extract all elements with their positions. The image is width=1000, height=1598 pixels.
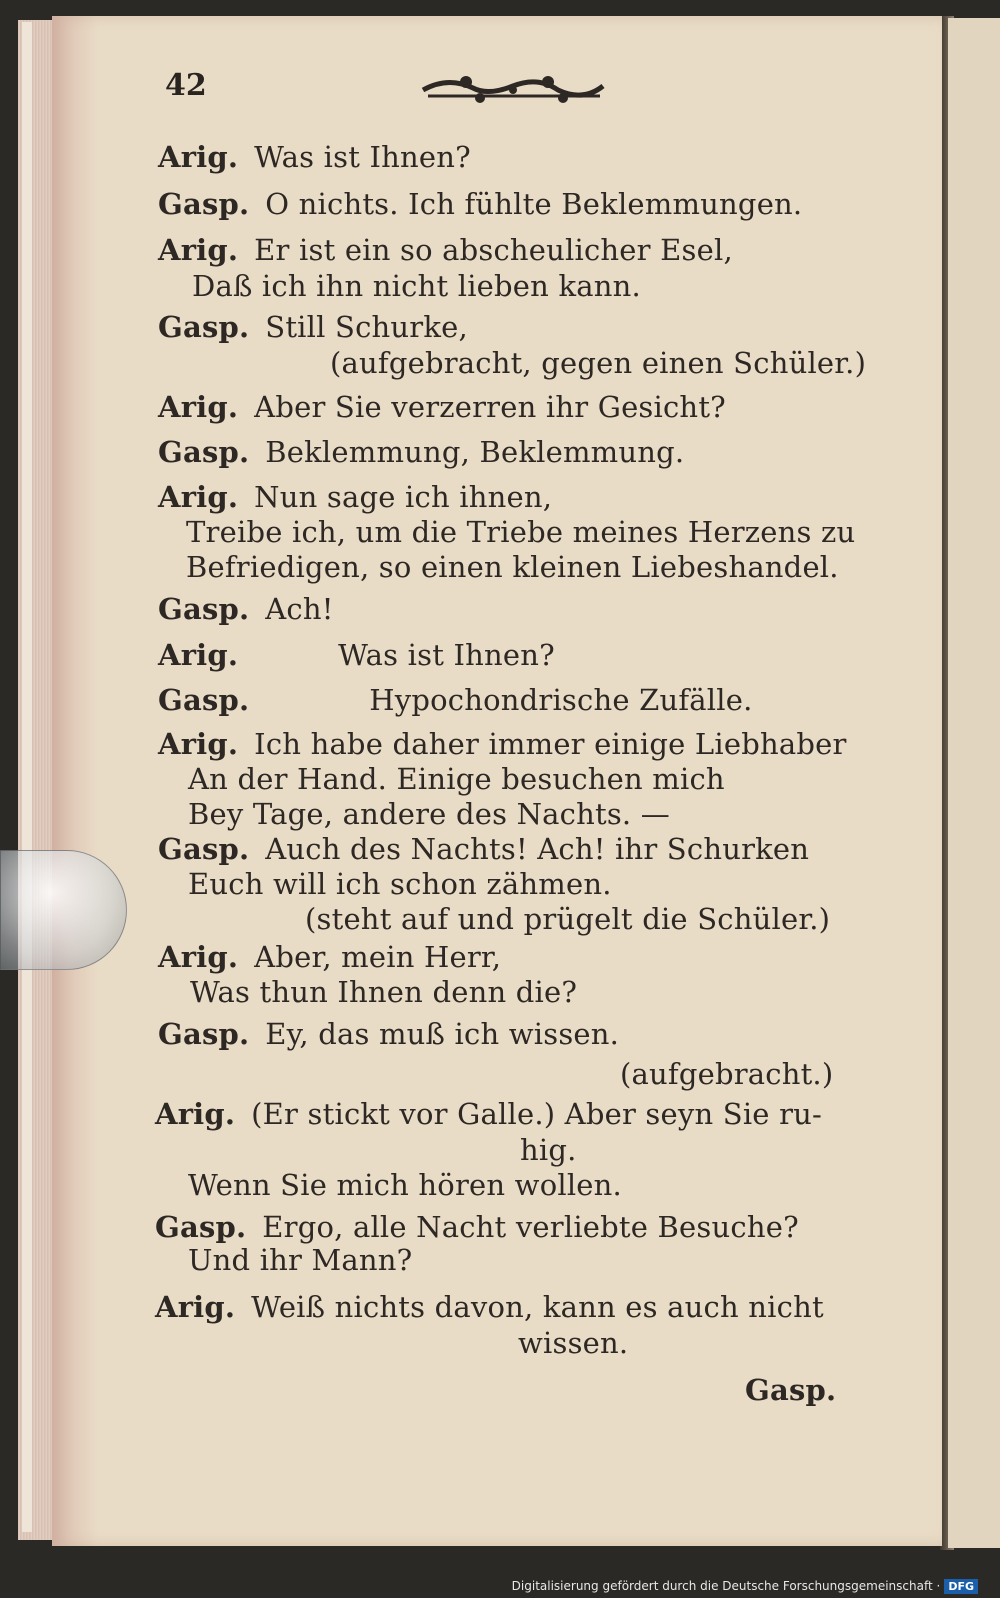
text-line: Daß ich ihn nicht lieben kann. [192,269,641,303]
text-line: Arig. (Er stickt vor Galle.) Aber seyn Sie ru- [155,1097,823,1131]
gutter-tint [52,16,98,1546]
stage-direction: (steht auf und prügelt die Schüler.) [305,902,831,936]
text-line: Gasp. Ergo, alle Nacht verliebte Besuche? [155,1210,799,1244]
text-line: Arig. Aber, mein Herr, [158,940,502,974]
ornament-icon [418,68,608,110]
text-line: Gasp. Ach! [158,592,334,626]
text-line: Arig. Was ist Ihnen? [158,638,555,672]
text-line: Was thun Ihnen denn die? [190,975,578,1009]
catchword: Gasp. [745,1373,837,1407]
text-line: Gasp. Still Schurke, [158,310,468,344]
text-line: Arig. Er ist ein so abscheulicher Esel, [158,233,733,267]
text-line: hig. [520,1133,577,1167]
facing-page-edge [948,18,1000,1548]
text-line: Bey Tage, andere des Nachts. — [188,797,670,831]
text-line: Arig. Was ist Ihnen? [158,140,471,174]
footer-credit [512,1579,978,1594]
text-line: Gasp. Beklemmung, Beklemmung. [158,435,685,469]
page-clip [0,850,127,970]
text-line: Gasp. Auch des Nachts! Ach! ihr Schurken [158,832,810,866]
footer-text: Digitalisierung gefördert durch die Deutsche Forschungsgemeinschaft · [511,1579,941,1593]
text-line: Arig. Weiß nichts davon, kann es auch nicht [155,1290,824,1324]
text-line: Arig. Nun sage ich ihnen, [158,480,553,514]
text-line: wissen. [518,1326,629,1360]
page-number: 42 [165,68,207,103]
text-line: Gasp. Hypochondrische Zufälle. [158,683,753,717]
dfg-logo: DFG [944,1579,978,1594]
text-line: An der Hand. Einige besuchen mich [188,762,725,796]
stage-direction: (aufgebracht.) [620,1057,834,1091]
text-line: Gasp. Ey, das muß ich wissen. [158,1017,620,1051]
text-line: Arig. Aber Sie verzerren ihr Gesicht? [158,390,726,424]
text-line: Arig. Ich habe daher immer einige Liebhaber [158,727,847,761]
text-line: Gasp. O nichts. Ich fühlte Beklemmungen. [158,187,803,221]
text-line: Treibe ich, um die Triebe meines Herzens zu [186,515,856,549]
stage-direction: (aufgebracht, gegen einen Schüler.) [330,346,867,380]
text-line: Und ihr Mann? [188,1243,413,1277]
text-line: Wenn Sie mich hören wollen. [188,1168,622,1202]
text-line: Befriedigen, so einen kleinen Liebeshandel. [186,550,839,584]
page-edge-highlight [22,22,32,1532]
text-line: Euch will ich schon zähmen. [188,867,612,901]
